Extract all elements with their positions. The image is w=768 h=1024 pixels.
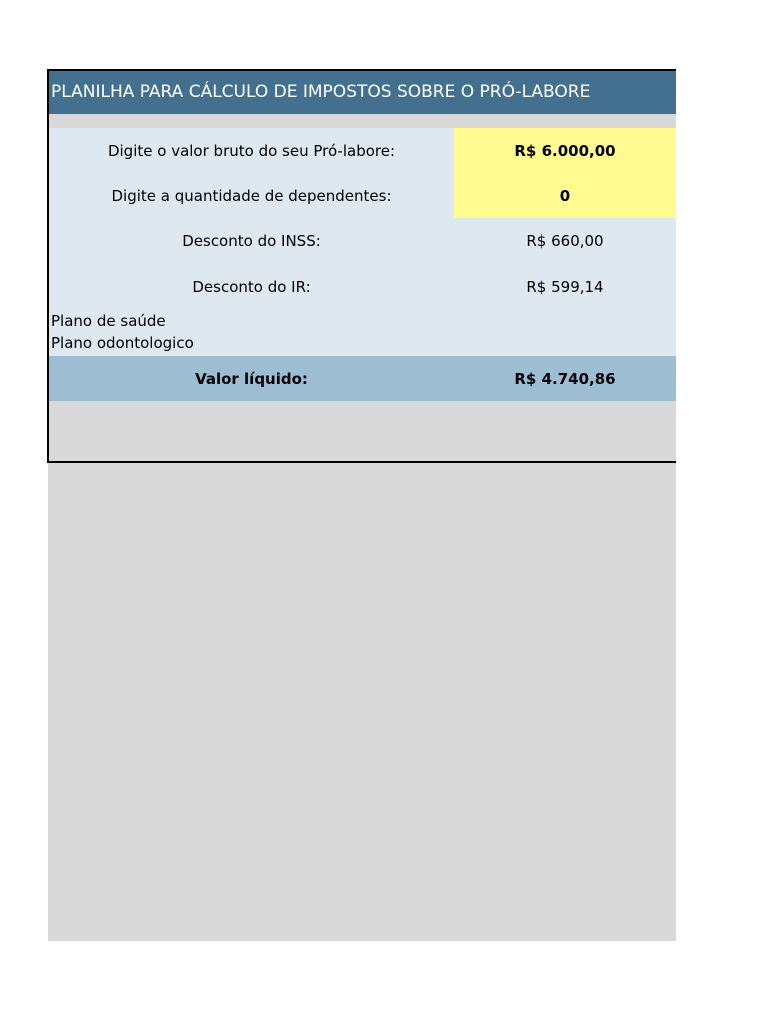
ir-value: R$ 599,14: [526, 278, 604, 296]
sheet-frame: [47, 69, 676, 463]
net-value: R$ 4.740,86: [514, 369, 616, 388]
gross-value-label: Digite o valor bruto do seu Pró-labore:: [107, 142, 396, 160]
sheet-title: PLANILHA PARA CÁLCULO DE IMPOSTOS SOBRE O PRÓ-LABORE: [49, 71, 676, 114]
dental-plan-label: Plano odontologico: [51, 334, 194, 352]
health-plan-label: Plano de saúde: [51, 312, 166, 330]
gross-value-input[interactable]: R$ 6.000,00: [514, 142, 616, 160]
ir-label: Desconto do IR:: [192, 278, 311, 296]
dependents-input[interactable]: 0: [559, 187, 571, 205]
inss-label: Desconto do INSS:: [182, 232, 321, 250]
dependents-label: Digite a quantidade de dependentes:: [111, 187, 392, 205]
net-value-label: Valor líquido:: [195, 369, 308, 388]
inss-value: R$ 660,00: [526, 232, 604, 250]
